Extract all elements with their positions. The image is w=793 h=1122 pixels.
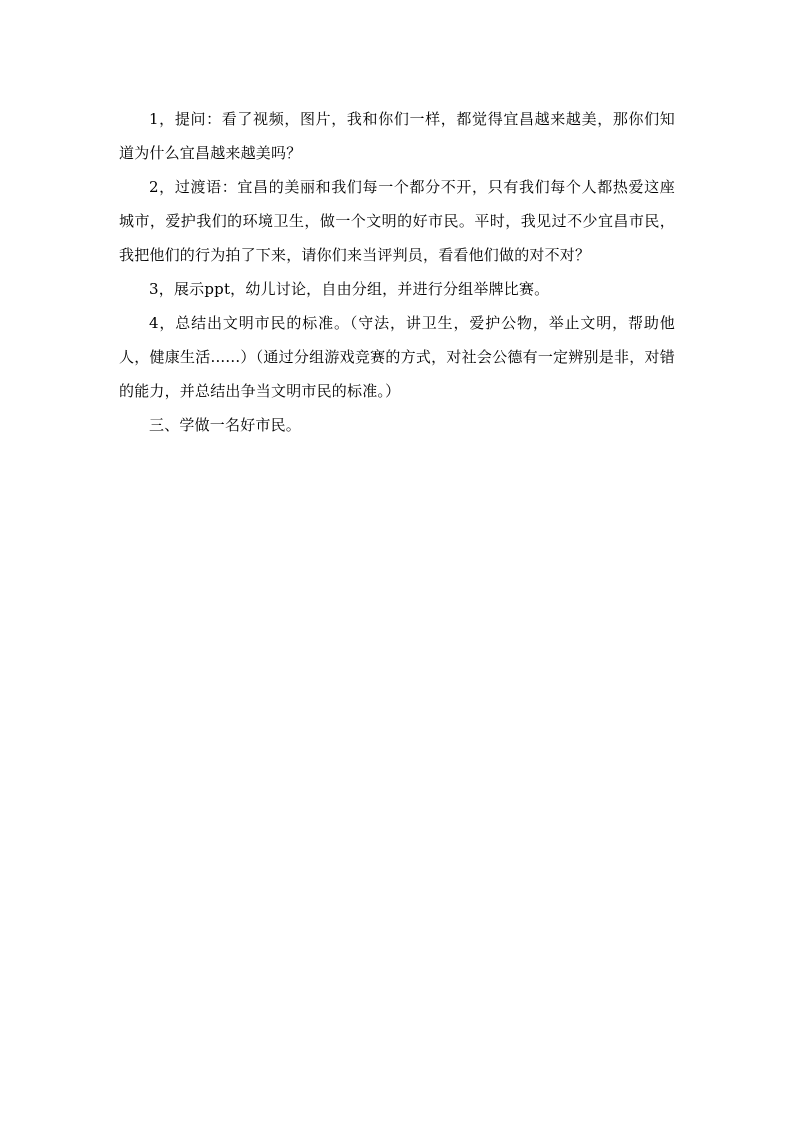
section-heading-good-citizen: 三、学做一名好市民。 bbox=[149, 416, 302, 434]
paragraph-transition: 2，过渡语：宜昌的美丽和我们每一个都分不开，只有我们每个人都热爱这座城市，爱护我们的环境卫生，做一个文明的好市民。平时，我见过不少宜昌市民，我把他们的行为拍了下来，请你们来当评判员，看看他们做的对不对？ bbox=[119, 178, 675, 264]
document-body bbox=[119, 102, 675, 442]
paragraph-ppt-discussion: 3，展示ppt，幼儿讨论，自由分组，并进行分组举牌比赛。 bbox=[149, 280, 550, 298]
paragraph-question: 1，提问：看了视频，图片，我和你们一样，都觉得宜昌越来越美，那你们知道为什么宜昌越来越美吗？ bbox=[119, 110, 675, 162]
paragraph-citizen-standards: 4，总结出文明市民的标准。（守法，讲卫生，爱护公物，举止文明，帮助他人，健康生活......）（通过分组游戏竞赛的方式，对社会公德有一定辨别是非，对错的能力，并总结出争当文明市民的标准。） bbox=[119, 314, 675, 400]
